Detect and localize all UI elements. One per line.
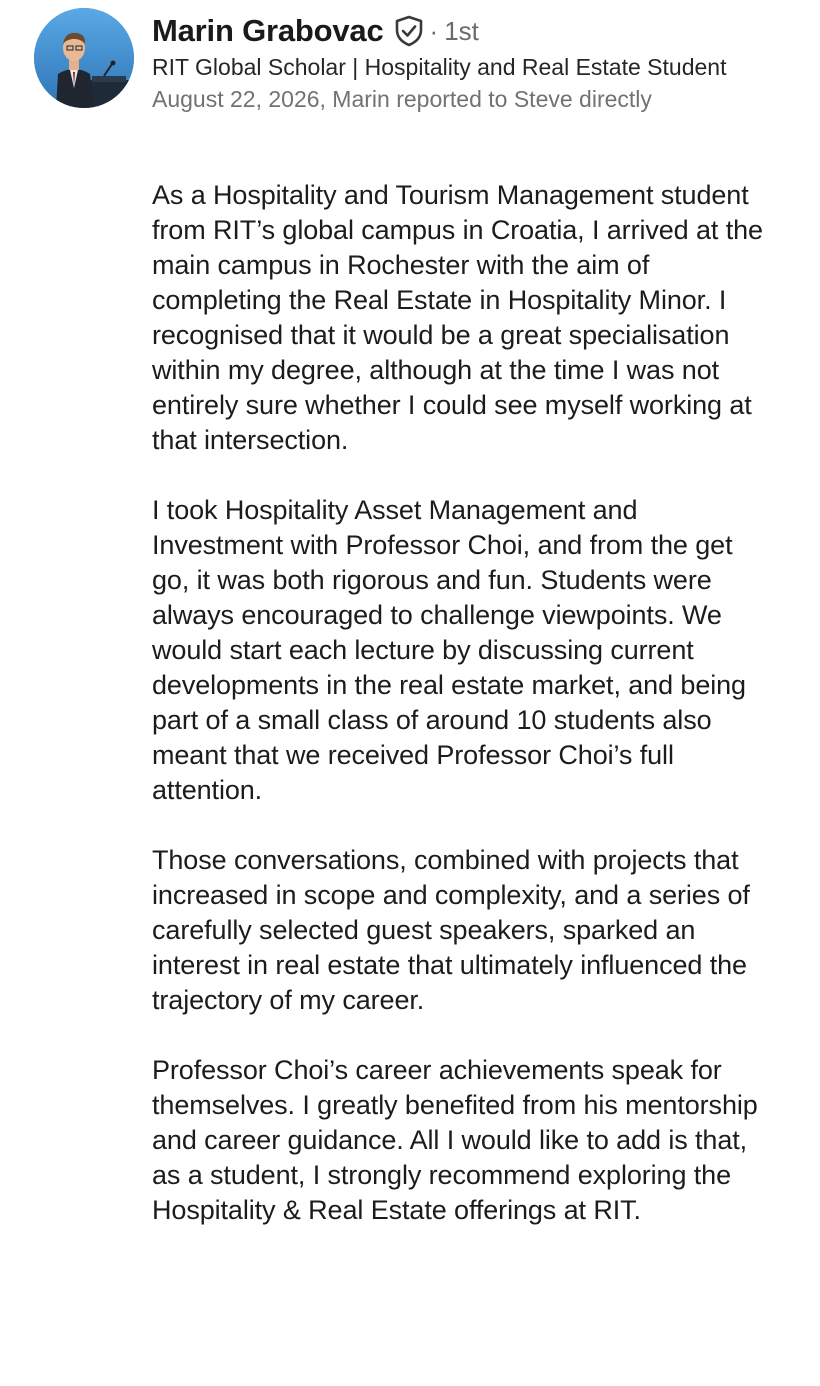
recommendation-paragraph: Those conversations, combined with projects that increased in scope and complexity, and a series of carefully selected guest speakers, sparked an interest in real estate that ultimately influenced the trajectory of my career. <box>152 845 750 1015</box>
recommendation-paragraph: I took Hospitality Asset Management and Investment with Professor Choi, and from the get go, it was both rigorous and fun. Students were always encouraged to challenge viewpoints. We would start each lecture by discussing current developments in the real estate market, and being part of a small class of around 10 students also meant that we received Professor Choi’s full attention. <box>152 495 746 805</box>
recommendation-paragraph: Professor Choi’s career achievements speak for themselves. I greatly benefited from his mentorship and career guidance. All I would like to add is that, as a student, I strongly recommend exploring the Hospitality & Real Estate offerings at RIT. <box>152 1055 758 1225</box>
avatar[interactable] <box>34 8 134 108</box>
connection-degree: 1st <box>444 15 479 46</box>
recommendation-text <box>152 178 767 1263</box>
recommendation-paragraph: As a Hospitality and Tourism Management student from RIT’s global campus in Croatia, I arrived at the main campus in Rochester with the aim of completing the Real Estate in Hospitality Minor. I recognised that it would be a great specialisation within my degree, although at the time I was not entirely sure whether I could see myself working at that intersection. <box>152 180 763 455</box>
avatar-photo <box>34 8 134 108</box>
shield-check-icon <box>394 15 424 47</box>
recommendation-date-relation: August 22, 2026, Marin reported to Steve directly <box>152 86 652 112</box>
author-headline: RIT Global Scholar | Hospitality and Real Estate Student <box>152 54 727 80</box>
author-name[interactable]: Marin Grabovac <box>152 13 384 48</box>
separator-dot: · <box>429 15 439 46</box>
name-row <box>152 10 792 52</box>
profile-header <box>152 10 792 114</box>
